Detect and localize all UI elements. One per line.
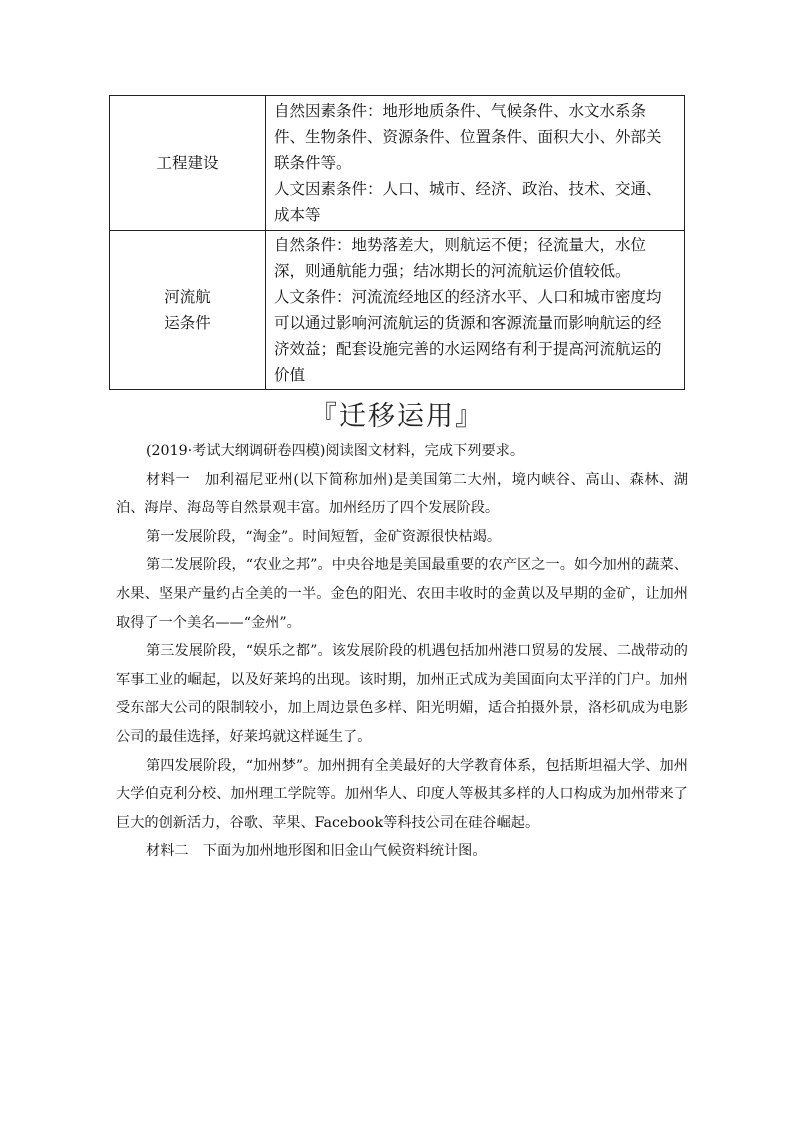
- table-row: [110, 231, 685, 390]
- row-label-line: 工程建设: [156, 154, 219, 172]
- row-label: [110, 231, 266, 390]
- stage-paragraph: 第二发展阶段，“农业之邦”。中央谷地是美国最重要的农产区之一。如今加州的蔬菜、水果、坚果产量约占全美的一半。金色的阳光、农田丰收时的金黄以及早期的金矿，让加州取得了一个美名——“金州”。: [116, 557, 688, 631]
- row-label: [110, 96, 266, 231]
- content-paragraph: 自然条件：地势落差大，则航运不便；径流量大，水位深，则通航能力强；结冰期长的河流航运价值较低。: [274, 236, 647, 280]
- row-content: [266, 231, 685, 390]
- stage-paragraph: 第四发展阶段，“加州梦”。加州拥有全美最好的大学教育体系，包括斯坦福大学、加州大学伯克利分校、加州理工学院等。加州华人、印度人等极其多样的人口构成为加州带来了巨大的创新活力，谷歌、苹果、Facebook等科技公司在硅谷崛起。: [116, 757, 688, 831]
- body-text: [116, 437, 688, 866]
- material-one-paragraph: [116, 466, 688, 523]
- content-paragraph: 自然因素条件：地形地质条件、气候条件、水文水系条件、生物条件、资源条件、位置条件、面积大小、外部关联条件等。: [274, 102, 662, 172]
- stage-paragraph: 第一发展阶段，“淘金”。时间短暂，金矿资源很快枯竭。: [146, 528, 502, 545]
- material-text: 下面为加州地形图和旧金山气候资料统计图。: [202, 843, 487, 860]
- row-content: [266, 96, 685, 231]
- intro-paragraph: (2019·考试大纲调研卷四模)阅读图文材料，完成下列要求。: [146, 443, 525, 459]
- material-two-paragraph: [116, 837, 688, 866]
- material-label: 材料一: [146, 471, 191, 488]
- stage-paragraph: 第三发展阶段，“娱乐之都”。该发展阶段的机遇包括加州港口贸易的发展、二战带动的军事工业的崛起，以及好莱坞的出现。该时期，加州正式成为美国面向太平洋的门户。加州受东部大公司的限制较小，加上周边景色多样、阳光明媚，适合拍摄外景，洛杉矶成为电影公司的最佳选择，好莱坞就这样诞生了。: [116, 643, 688, 745]
- table-row: [110, 96, 685, 231]
- content-paragraph: 人文因素条件：人口、城市、经济、政治、技术、交通、成本等: [274, 180, 662, 224]
- row-label-line: 运条件: [164, 314, 211, 332]
- conditions-table: [109, 95, 685, 390]
- row-label-line: 河流航: [164, 288, 211, 306]
- content-paragraph: 人文条件：河流流经地区的经济水平、人口和城市密度均可以通过影响河流航运的货源和客源流量而影响航运的经济效益；配套设施完善的水运网络有利于提高河流航运的价值: [274, 288, 662, 384]
- material-label: 材料二: [146, 843, 189, 860]
- section-title: 『迁移运用』: [310, 401, 484, 432]
- material-text: 加利福尼亚州(以下简称加州)是美国第二大州，境内峡谷、高山、森林、湖泊、海岸、海岛等自然景观丰富。加州经历了四个发展阶段。: [116, 471, 688, 517]
